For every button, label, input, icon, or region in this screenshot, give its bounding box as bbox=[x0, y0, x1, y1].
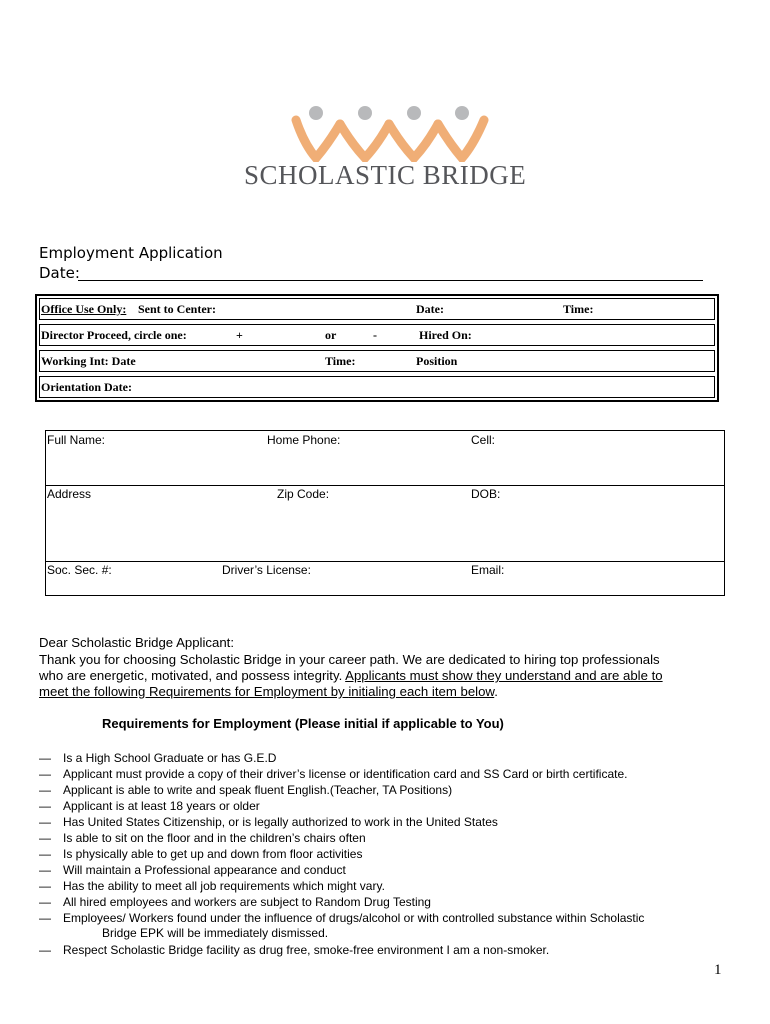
cell-label: Cell: bbox=[471, 433, 496, 447]
requirement-item bbox=[39, 863, 346, 877]
row-divider bbox=[46, 485, 724, 486]
office-time-label: Time: bbox=[563, 302, 594, 316]
initial-line[interactable]: — bbox=[39, 799, 51, 813]
logo-heads bbox=[309, 106, 469, 120]
dob-label: DOB: bbox=[471, 487, 501, 501]
letter-line-3-underlined: meet the following Requirements for Employment by bbox=[39, 684, 349, 699]
requirement-text: Is able to sit on the floor and in the children’s chairs often bbox=[63, 831, 366, 845]
requirement-text: All hired employees and workers are subject to Random Drug Testing bbox=[63, 895, 431, 909]
office-use-label: Office Use Only: bbox=[41, 302, 127, 316]
date-field-line[interactable] bbox=[78, 280, 703, 281]
letter-line-3-period: . bbox=[494, 684, 498, 699]
interview-time-label: Time: bbox=[325, 354, 356, 368]
circle-minus[interactable]: - bbox=[373, 328, 377, 342]
office-row-interview bbox=[39, 350, 715, 372]
initial-line[interactable]: — bbox=[39, 895, 51, 909]
initial-line[interactable]: — bbox=[39, 783, 51, 797]
logo-wordmark: SCHOLASTIC BRIDGE bbox=[244, 160, 527, 190]
email-label: Email: bbox=[471, 563, 505, 577]
requirement-text: Is physically able to get up and down from floor activities bbox=[63, 847, 363, 861]
home-phone-label: Home Phone: bbox=[267, 433, 341, 447]
requirement-text: Applicant is at least 18 years or older bbox=[63, 799, 260, 813]
initial-line[interactable]: — bbox=[39, 847, 51, 861]
initial-line[interactable]: — bbox=[39, 911, 51, 925]
requirement-text: Has the ability to meet all job requirements which might vary. bbox=[63, 879, 385, 893]
initial-line[interactable]: — bbox=[39, 751, 51, 765]
requirement-item bbox=[39, 783, 452, 797]
office-row-director bbox=[39, 324, 715, 346]
position-label: Position bbox=[416, 354, 458, 368]
greeting: Dear Scholastic Bridge Applicant: bbox=[39, 635, 234, 650]
address-label: Address bbox=[47, 487, 92, 501]
letter-line-1: Thank you for choosing Scholastic Bridge in your career path. We are dedicated to hiring top professionals bbox=[39, 652, 660, 667]
sent-to-center-label: Sent to Center: bbox=[138, 302, 216, 316]
requirement-item bbox=[39, 879, 385, 893]
office-use-box bbox=[35, 294, 719, 402]
requirement-text: Has United States Citizenship, or is legally authorized to work in the United States bbox=[63, 815, 498, 829]
circle-or: or bbox=[325, 328, 337, 342]
requirement-text: Respect Scholastic Bridge facility as drug free, smoke-free environment I am a non-smoker. bbox=[63, 943, 550, 957]
letter-line-2-underlined: Applicants must show they understand and are able to bbox=[345, 668, 663, 683]
requirement-item-continuation: Bridge EPK will be immediately dismissed. bbox=[102, 926, 329, 940]
row-divider bbox=[46, 561, 724, 562]
requirement-item bbox=[39, 943, 549, 957]
requirement-item bbox=[39, 911, 644, 925]
initial-line[interactable]: — bbox=[39, 767, 51, 781]
requirement-item bbox=[39, 767, 628, 781]
requirement-text: Employees/ Workers found under the influence of drugs/alcohol or with controlled substance within Scholastic bbox=[63, 911, 645, 925]
initial-line[interactable]: — bbox=[39, 831, 51, 845]
form-title: Employment Application bbox=[39, 244, 223, 262]
requirement-text: Is a High School Graduate or has G.E.D bbox=[63, 751, 277, 765]
office-row-orientation bbox=[39, 376, 715, 398]
requirement-item bbox=[39, 895, 431, 909]
logo-arms bbox=[296, 120, 484, 158]
ssn-label: Soc. Sec. #: bbox=[47, 563, 112, 577]
requirement-text: Applicant is able to write and speak fluent English.(Teacher, TA Positions) bbox=[63, 783, 453, 797]
letter-line-3 bbox=[39, 684, 498, 700]
requirement-text: Will maintain a Professional appearance and conduct bbox=[63, 863, 346, 877]
requirement-item bbox=[39, 847, 362, 861]
initial-line[interactable]: — bbox=[39, 943, 51, 957]
working-int-date-label: Working Int: Date bbox=[41, 354, 136, 368]
page-number: 1 bbox=[714, 962, 722, 978]
letter-line-3-initialing: initialing each item below bbox=[348, 684, 495, 699]
circle-plus[interactable]: + bbox=[236, 328, 243, 342]
letter-line-2 bbox=[39, 668, 663, 684]
initial-line[interactable]: — bbox=[39, 879, 51, 893]
applicant-info-table bbox=[45, 430, 725, 596]
requirement-text: Applicant must provide a copy of their driver’s license or identification card and SS Card or birth certificate. bbox=[63, 767, 628, 781]
full-name-label: Full Name: bbox=[47, 433, 106, 447]
initial-line[interactable]: — bbox=[39, 863, 51, 877]
director-proceed-label: Director Proceed, circle one: bbox=[41, 328, 187, 342]
requirement-item bbox=[39, 815, 498, 829]
scholastic-bridge-logo-figures bbox=[290, 100, 490, 162]
requirement-item bbox=[39, 751, 276, 765]
office-row-sent bbox=[39, 298, 715, 320]
office-date-label: Date: bbox=[416, 302, 444, 316]
requirements-title: Requirements for Employment (Please initial if applicable to You) bbox=[102, 716, 504, 731]
date-label: Date: bbox=[39, 264, 80, 282]
requirement-item bbox=[39, 831, 366, 845]
zip-code-label: Zip Code: bbox=[277, 487, 330, 501]
initial-line[interactable]: — bbox=[39, 815, 51, 829]
letter-line-2-plain: who are energetic, motivated, and possess integrity. bbox=[39, 668, 346, 683]
requirement-item bbox=[39, 799, 260, 813]
hired-on-label: Hired On: bbox=[419, 328, 472, 342]
orientation-date-label: Orientation Date: bbox=[41, 380, 132, 394]
drivers-license-label: Driver’s License: bbox=[222, 563, 311, 577]
